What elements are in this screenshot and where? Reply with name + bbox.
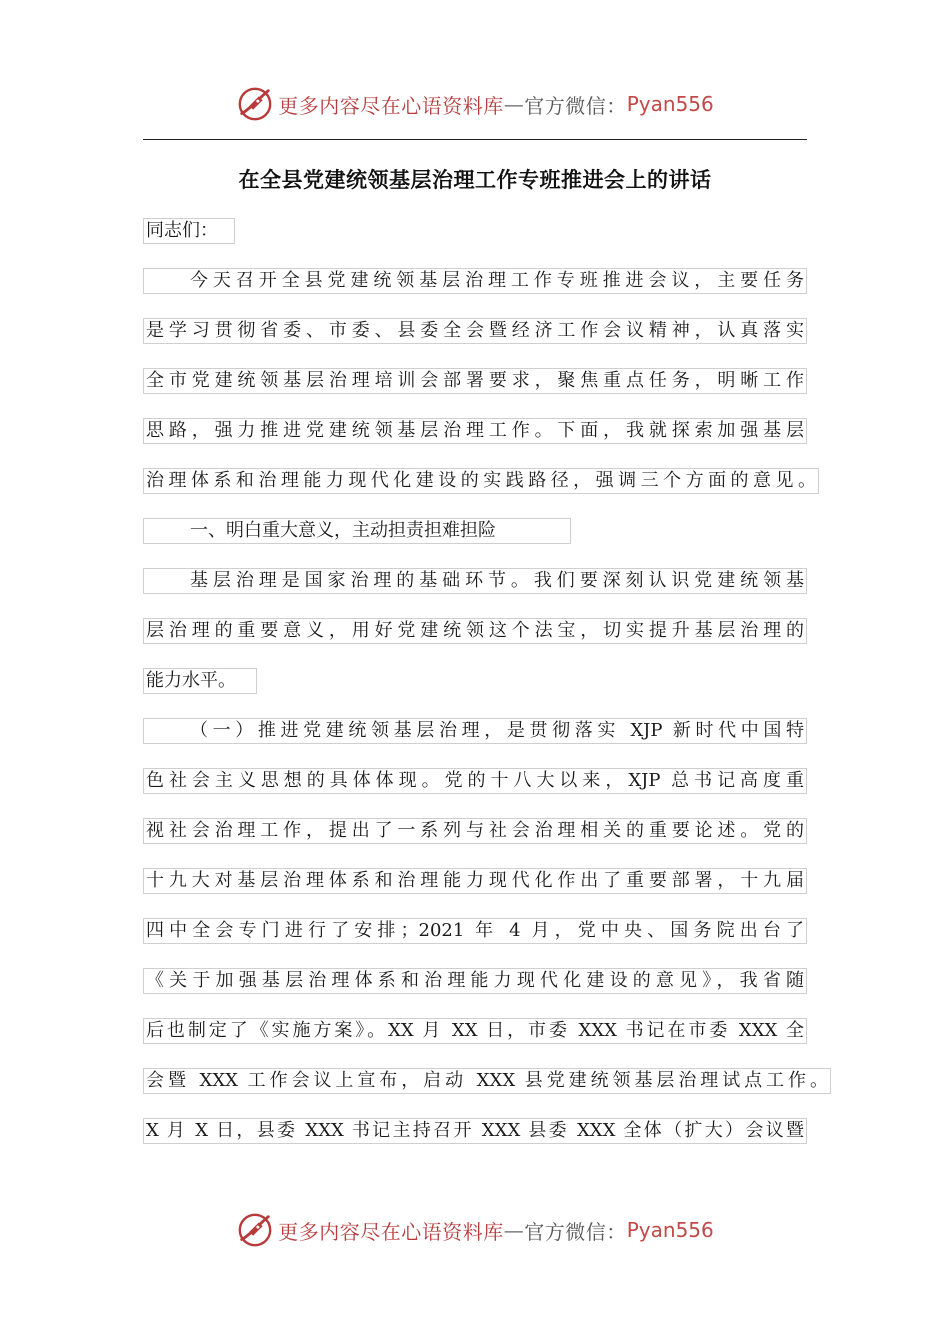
paragraph-line: 思路，强力推进党建统领基层治理工作。下面，我就探索加强基层: [143, 418, 807, 444]
paragraph-line: 色社会主义思想的具体体现。党的十八大以来，XJP 总书记高度重: [143, 768, 807, 794]
paragraph-line: 十九大对基层治理体系和治理能力现代化作出了重要部署，十九届: [143, 868, 807, 894]
subsection-line: （一）推进党建统领基层治理，是贯彻落实 XJP 新时代中国特: [143, 718, 807, 744]
salutation-line: 同志们：: [143, 218, 235, 244]
watermark-dash: —: [503, 1218, 525, 1242]
paragraph-line: 视社会治理工作，提出了一系列与社会治理相关的重要论述。党的: [143, 818, 807, 844]
document-title: 在全县党建统领基层治理工作专班推进会上的讲话: [238, 168, 712, 192]
paragraph-line: 今天召开全县党建统领基层治理工作专班推进会议，主要任务: [143, 268, 807, 294]
watermark-wechat-id: Pyan556: [626, 1218, 714, 1242]
pen-nib-logo-icon: [236, 85, 274, 123]
paragraph-line: 是学习贯彻省委、市委、县委全会暨经济工作会议精神，认真落实: [143, 318, 807, 344]
paragraph-line: 治理体系和治理能力现代化建设的实践路径，强调三个方面的意见。: [143, 468, 819, 494]
watermark-site: 更多内容尽在心语资料库: [278, 1219, 504, 1244]
watermark-wechat-id: Pyan556: [626, 92, 714, 116]
footer-watermark: [0, 1208, 950, 1252]
paragraph-line: 会暨 XXX 工作会议上宣布，启动 XXX 县党建统领基层治理试点工作。: [143, 1068, 831, 1094]
pen-nib-logo-icon: [236, 1211, 274, 1249]
watermark-wechat-label: 官方微信：: [524, 93, 627, 118]
header-divider: [143, 139, 807, 140]
paragraph-line: 基层治理是国家治理的基础环节。我们要深刻认识党建统领基: [143, 568, 807, 594]
section-heading: 一、明白重大意义，主动担责担难担险: [143, 518, 571, 544]
paragraph-line: 《关于加强基层治理体系和治理能力现代化建设的意见》，我省随: [143, 968, 807, 994]
paragraph-line: X 月 X 日，县委 XXX 书记主持召开 XXX 县委 XXX 全体（扩大）会议暨: [143, 1118, 807, 1144]
watermark-wechat-label: 官方微信：: [524, 1219, 627, 1244]
paragraph-line: 层治理的重要意义，用好党建统领这个法宝，切实提升基层治理的: [143, 618, 807, 644]
paragraph-line: 全市党建统领基层治理培训会部署要求，聚焦重点任务，明晰工作: [143, 368, 807, 394]
header-watermark: [0, 82, 950, 126]
watermark-site: 更多内容尽在心语资料库: [278, 93, 504, 118]
watermark-dash: —: [503, 92, 525, 116]
paragraph-line: 能力水平。: [143, 668, 257, 694]
paragraph-line: 后也制定了《实施方案》。XX 月 XX 日，市委 XXX 书记在市委 XXX 全: [143, 1018, 807, 1044]
paragraph-line: 四中全会专门进行了安排；2021 年 4 月，党中央、国务院出台了: [143, 918, 807, 944]
